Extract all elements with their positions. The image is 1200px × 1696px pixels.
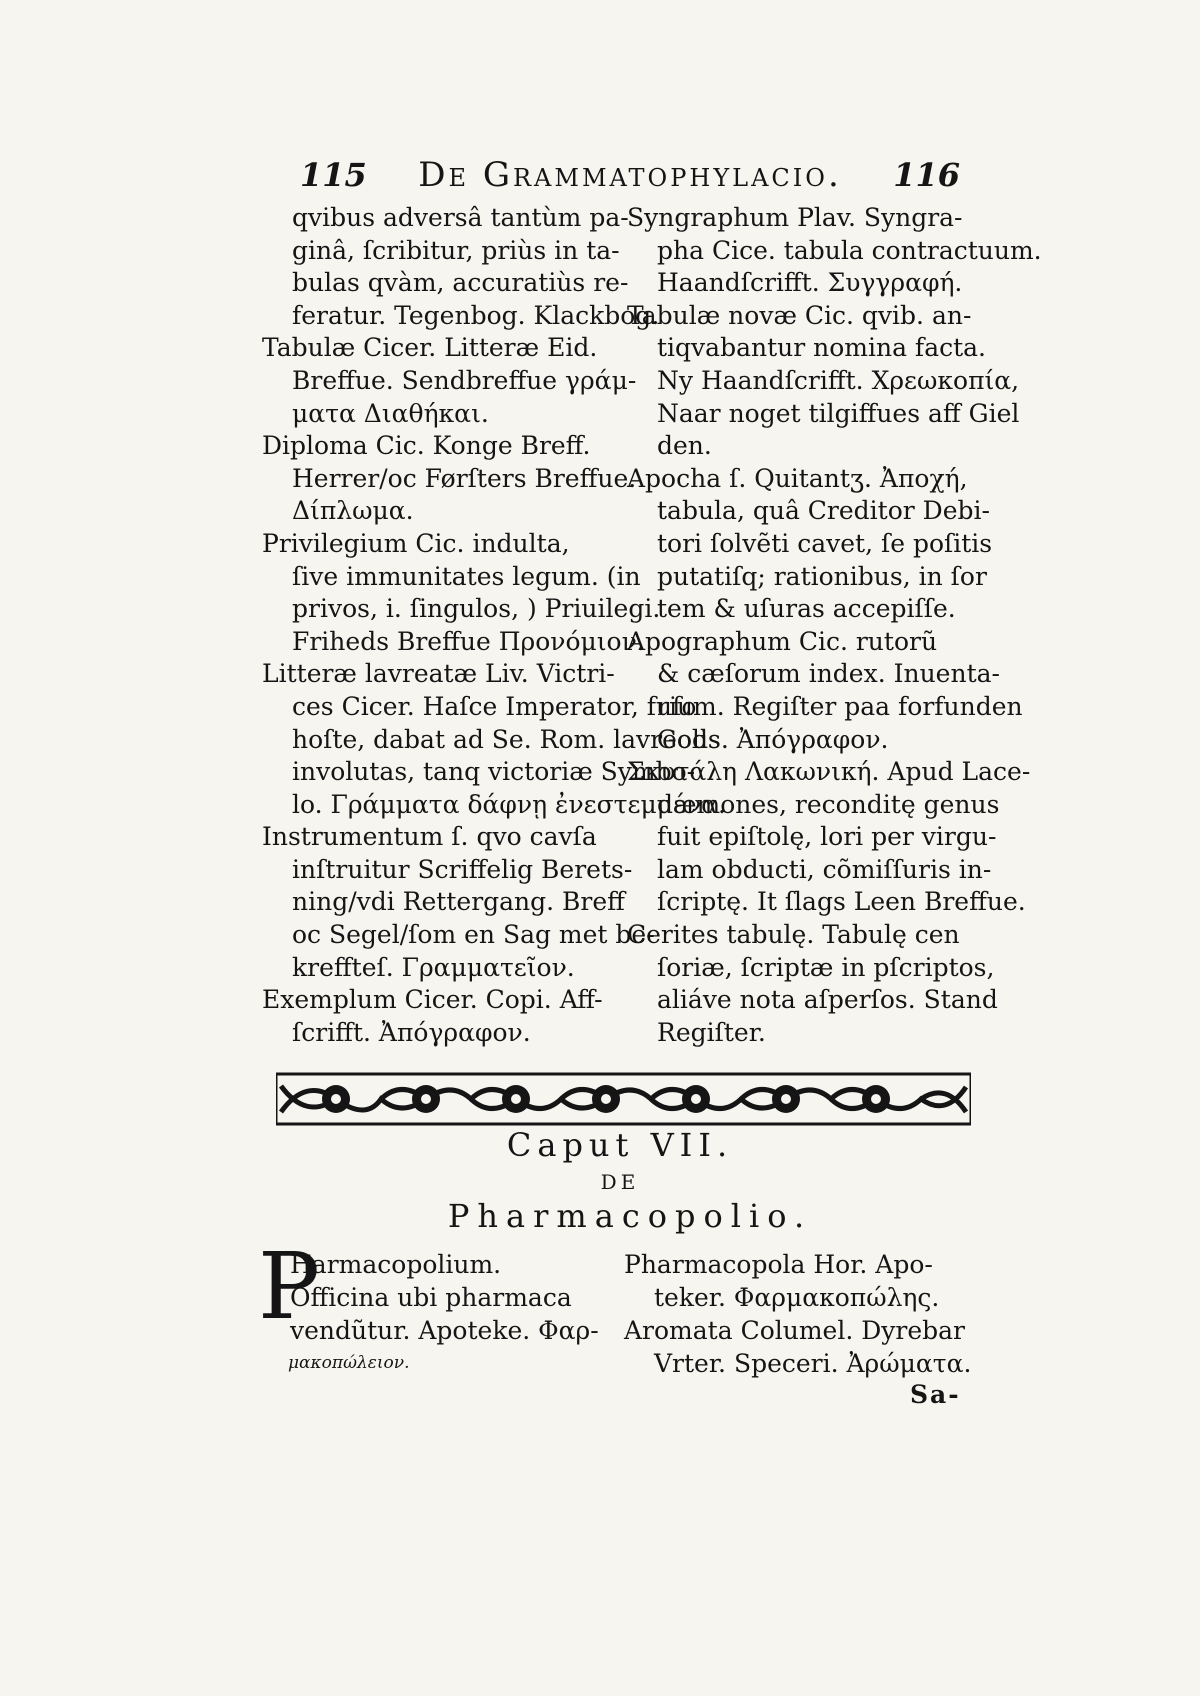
chapter-de: DE	[600, 1170, 640, 1194]
section-right-line: Vrter. Speceri. Ἀρώματα.	[654, 1349, 972, 1378]
chapter-subject: Pharmacopolio.	[447, 1197, 813, 1235]
right-column-line: ſcriptę. It ſlags Leen Breffue.	[657, 887, 1026, 917]
catchword: Sa-	[910, 1380, 961, 1409]
ornamental-band	[276, 1072, 971, 1126]
right-column-line: Tabulæ novæ Cic. qvib. an-	[627, 300, 972, 330]
left-column-line: ματα Διαθήκαι.	[292, 398, 489, 428]
right-column-line: Apographum Cic. rutorũ	[627, 626, 938, 656]
left-column-line: Diploma Cic. Konge Breff.	[262, 431, 591, 461]
left-column-line: Tabulæ Cicer. Litteræ Eid.	[262, 333, 598, 363]
right-column-line: rium. Regiſter paa forfunden	[657, 691, 1023, 721]
left-column-line: Breffue. Sendbreffue γράμ-	[292, 365, 637, 395]
section-right-line: teker. Φαρμακοπώλης.	[654, 1283, 940, 1312]
right-column-line: tem & uſuras accepiſſe.	[657, 594, 956, 624]
left-column-line: oc Segel/ſom en Sag met be-	[292, 920, 655, 950]
section-right-column	[624, 1248, 971, 1380]
left-column-line: kreffteſ. Γραμματεῖον.	[292, 952, 575, 982]
left-column-line: qvibus adversâ tantùm pa-	[292, 203, 629, 232]
left-column-line: ſcrifft. Ἀπόγραφον.	[292, 1017, 531, 1047]
left-column-line: Privilegium Cic. indulta,	[262, 528, 570, 558]
right-text-column	[627, 202, 1042, 1049]
running-header	[300, 155, 960, 195]
drop-cap: P	[258, 1233, 320, 1340]
right-column-line: Cerites tabulę. Tabulę cen	[627, 920, 960, 950]
section-left-line: Harmacopolium.	[290, 1250, 502, 1279]
left-column-line: involutas, tanq victoriæ Symbo-	[292, 757, 696, 787]
left-column-line: feratur. Tegenbog. Klackbog.	[292, 300, 660, 330]
left-column-line: Exemplum Cicer. Copi. Aff-	[262, 985, 603, 1015]
left-column-line: Friheds Breffue Προνόμιον.	[292, 626, 645, 656]
left-column-line: ginâ, ſcribitur, priùs in ta-	[292, 235, 620, 265]
right-column-line: Ny Haandſcrifft. Χρεωκοπία,	[657, 365, 1020, 395]
left-column-line: lo. Γράμματα δάφνῃ ἐνεστεμμένα.	[292, 789, 726, 819]
right-column-line: fuit epiſtolę, lori per virgu-	[657, 822, 997, 852]
right-column-line: dæmones, reconditę genus	[657, 789, 1000, 819]
right-column-line: ſoriæ, ſcriptæ in pſcriptos,	[657, 952, 995, 982]
left-column-line: privos, i. ſingulos, ) Priuilegi.	[292, 594, 661, 624]
chapter-heading: Caput VII.	[506, 1126, 734, 1164]
section-left-line: μακοπώλειον.	[288, 1353, 410, 1373]
right-column-line: Σκυτάλη Λακωνική. Apud Lace-	[627, 757, 1031, 787]
right-column-line: Regiſter.	[657, 1017, 766, 1047]
right-column-line: Naar noget tilgiffues aff Giel	[657, 398, 1020, 428]
section-left-line: Officina ubi pharmaca	[290, 1283, 572, 1312]
right-column-line: aliáve nota aſperſos. Stand	[657, 985, 998, 1015]
section-right-line: Aromata Columel. Dyrebar	[624, 1316, 966, 1345]
page-number-left: 115	[300, 156, 367, 194]
right-column-line: lam obducti, cõmiſſuris in-	[657, 854, 992, 884]
right-column-line: tabula, quâ Creditor Debi-	[657, 496, 990, 526]
right-column-line: tiqvabantur nomina facta.	[657, 333, 986, 363]
left-column-line: Litteræ lavreatæ Liv. Victri-	[262, 659, 615, 689]
right-column-line: Apocha ſ. Quitantʒ. Ἀποχή,	[627, 463, 968, 493]
page-number-right: 116	[893, 156, 960, 194]
right-column-line: Haandſcrifft. Συγγραφή.	[657, 268, 963, 298]
left-column-line: Herrer/oc Førſters Breffue.	[292, 463, 637, 493]
left-column-line: hoſte, dabat ad Se. Rom. lavreolis	[292, 724, 721, 754]
section-right-line: Pharmacopola Hor. Apo-	[624, 1250, 933, 1279]
left-column-line: bulas qvàm, accuratiùs re-	[292, 268, 629, 298]
section-left-line: vendũtur. Apoteke. Φαρ-	[290, 1316, 599, 1345]
left-column-line: ning/vdi Rettergang. Breff	[292, 887, 625, 917]
right-column-line: pha Cice. tabula contractuum.	[657, 235, 1042, 265]
right-column-line: Gods. Ἀπόγραφον.	[657, 724, 889, 754]
running-title: De Grammatophylacio.	[418, 155, 842, 195]
left-column-line: Instrumentum ſ. qvo cavſa	[262, 822, 597, 852]
right-column-line: den.	[657, 431, 712, 461]
section-left-column	[290, 1248, 599, 1380]
right-column-line: Syngraphum Plav. Syngra-	[627, 203, 963, 232]
right-column-line: & cæſorum index. Inuenta-	[657, 659, 1000, 689]
right-column-line: putatiſq; rationibus, in ſor	[657, 561, 987, 591]
left-column-line: Δίπλωμα.	[292, 496, 414, 526]
left-column-line: ſive immunitates legum. (in	[292, 561, 641, 591]
right-column-line: tori ſolvẽti cavet, ſe poſitis	[657, 528, 993, 558]
left-column-line: inſtruitur Scriffelig Berets-	[292, 854, 633, 884]
left-column-line: ces Cicer. Haſce Imperator, fuſo	[292, 691, 697, 721]
